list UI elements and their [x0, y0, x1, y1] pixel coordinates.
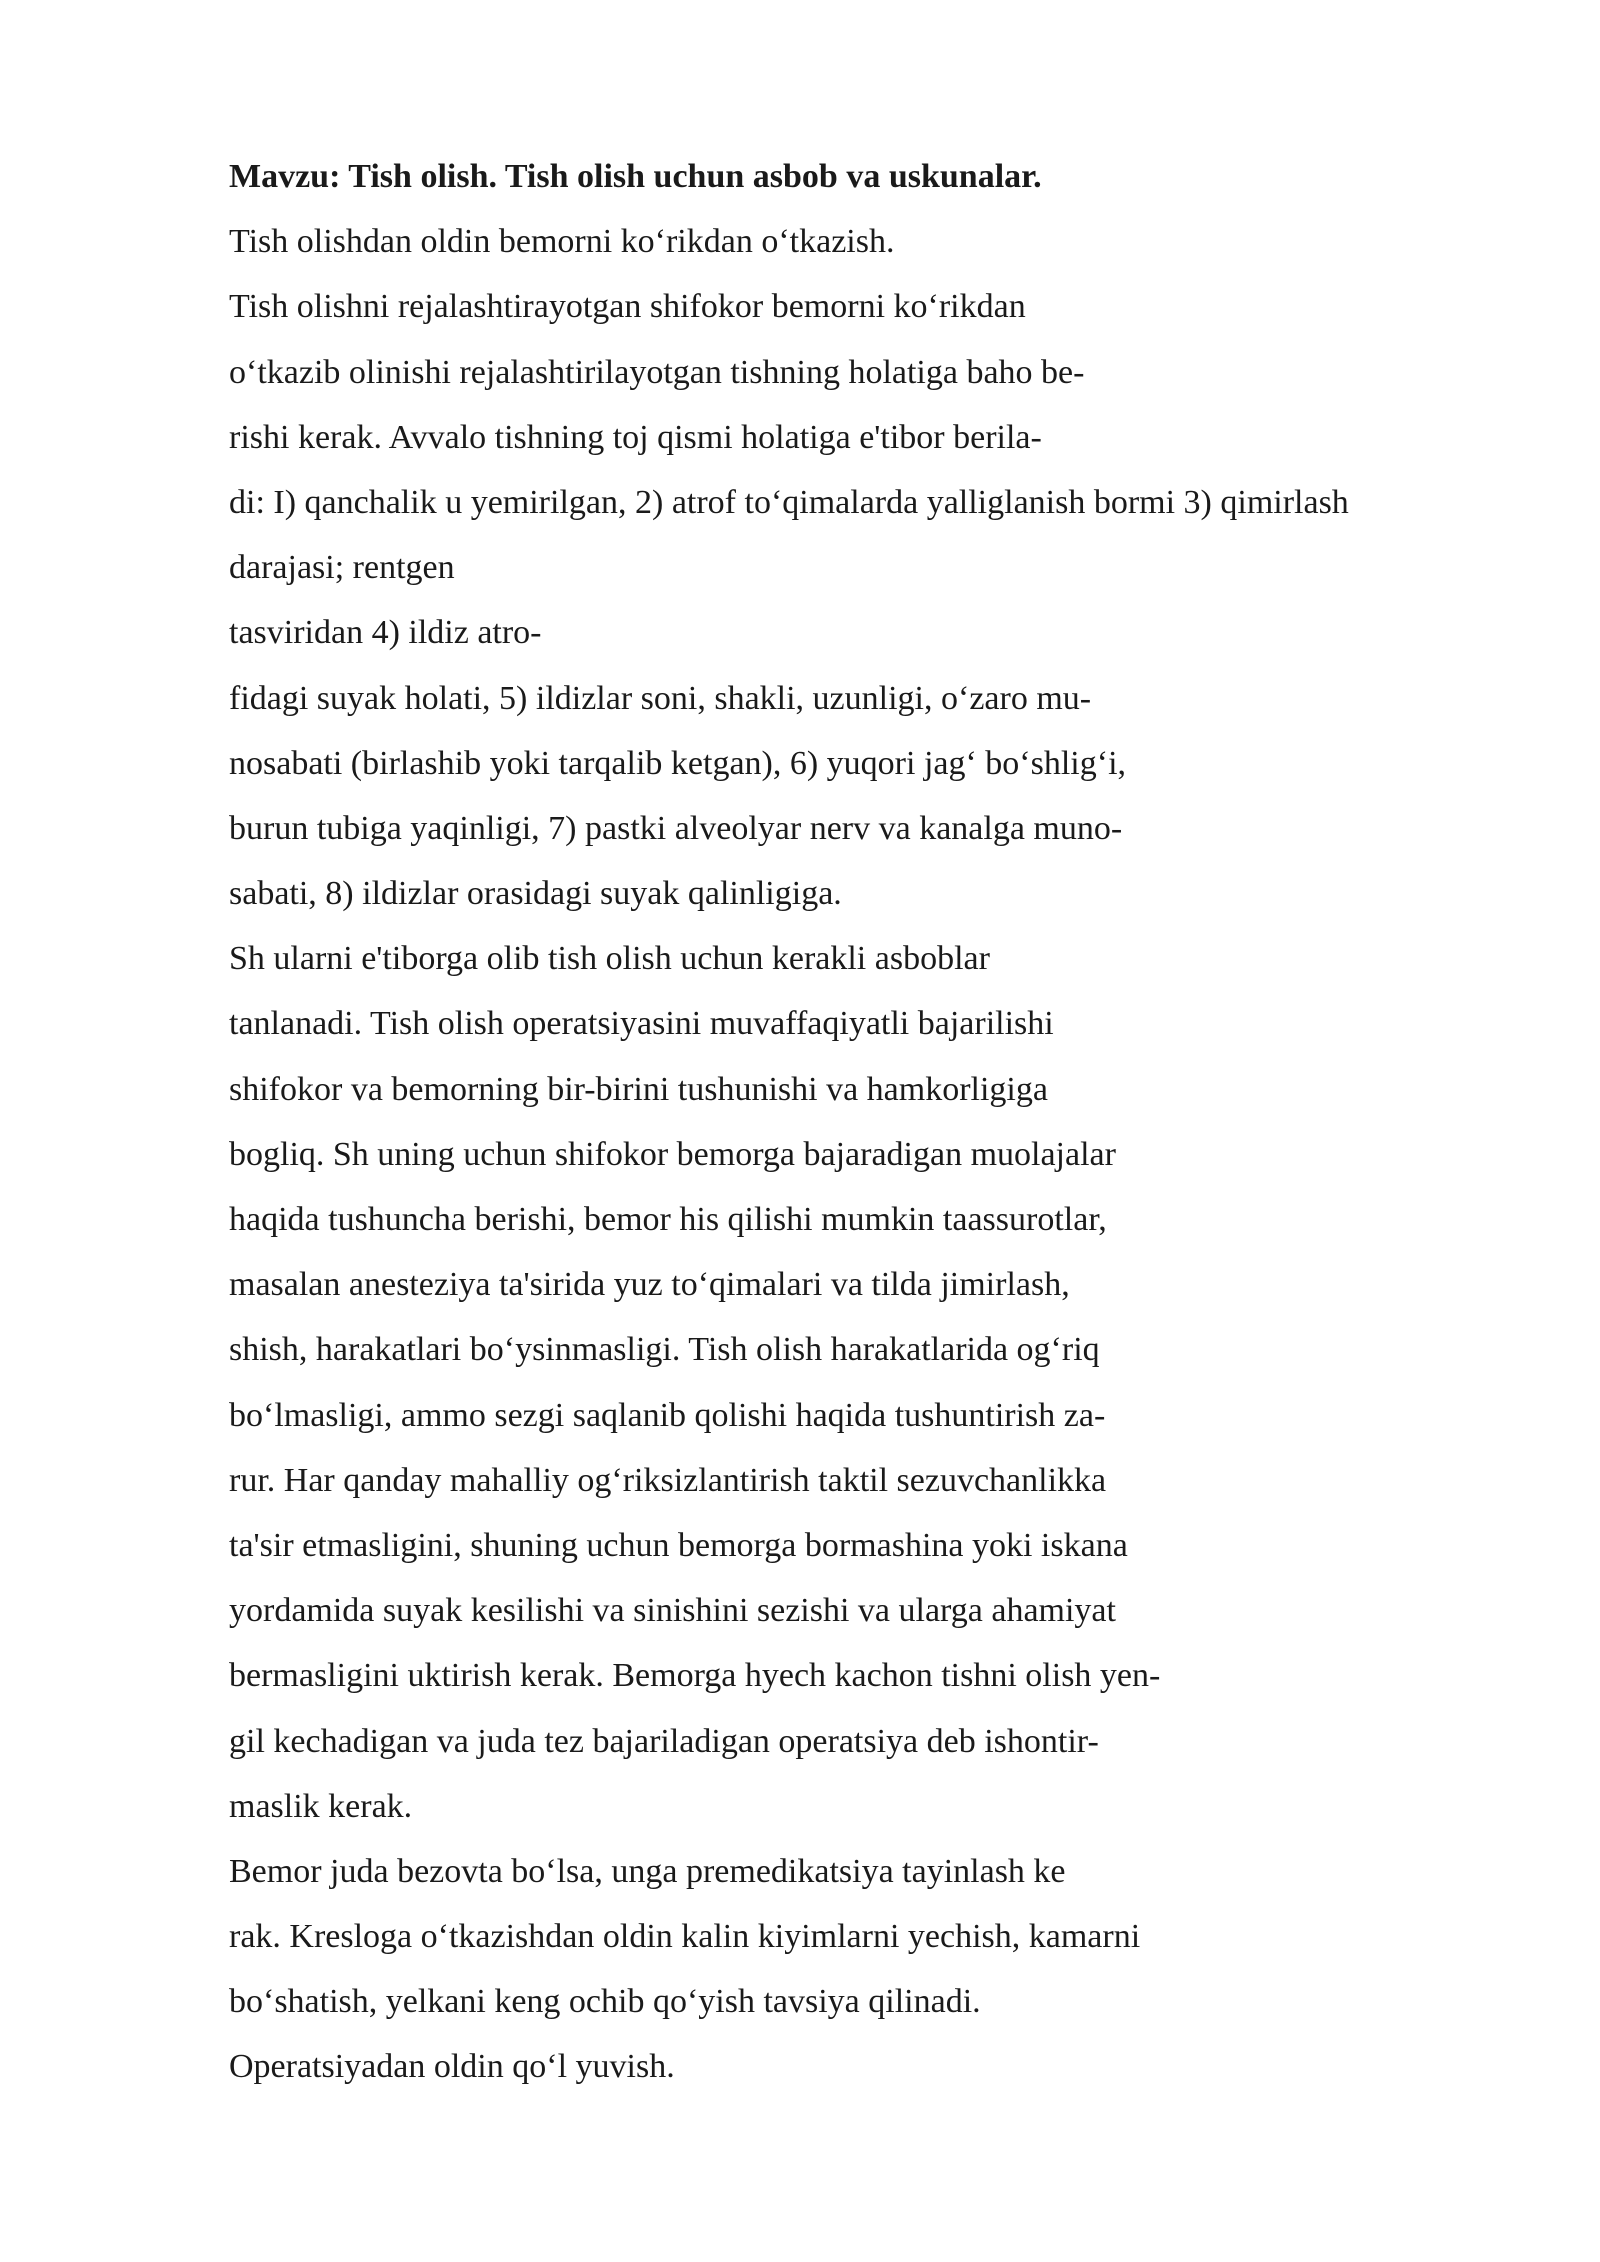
text-line: di: I) qanchalik u yemirilgan, 2) atrof to‘qimalarda yalliglanish bormi 3) qimirlash: [229, 483, 1349, 521]
text-line: rishi kerak. Avvalo tishning toj qismi holatiga e'tibor berila-: [229, 418, 1042, 456]
text-line: sabati, 8) ildizlar orasidagi suyak qalinligiga.: [229, 875, 842, 913]
text-line: Tish olishni rejalashtirayotgan shifokor bemorni ko‘rikdan: [229, 288, 1026, 326]
text-line: darajasi; rentgen: [229, 549, 455, 587]
text-line: fidagi suyak holati, 5) ildizlar soni, shakli, uzunligi, o‘zaro mu-: [229, 679, 1092, 717]
text-line: rak. Kresloga o‘tkazishdan oldin kalin kiyimlarni yechish, kamarni: [229, 1918, 1141, 1956]
text-line: shifokor va bemorning bir-birini tushunishi va hamkorligiga: [229, 1070, 1048, 1108]
text-line: tanlanadi. Tish olish operatsiyasini muvaffaqiyatli bajarilishi: [229, 1005, 1054, 1043]
text-line: Operatsiyadan oldin qo‘l yuvish.: [229, 2048, 675, 2086]
text-line: maslik kerak.: [229, 1787, 413, 1825]
document-title: Mavzu: Tish olish. Tish olish uchun asbob va uskunalar.: [229, 158, 1042, 195]
text-line: gil kechadigan va juda tez bajariladigan operatsiya deb ishontir-: [229, 1722, 1099, 1760]
text-line: bermasligini uktirish kerak. Bemorga hyech kachon tishni olish yen-: [229, 1657, 1161, 1695]
text-line: nosabati (birlashib yoki tarqalib ketgan), 6) yuqori jag‘ bo‘shlig‘i,: [229, 744, 1127, 782]
document-body: [229, 154, 1569, 2110]
text-line: yordamida suyak kesilishi va sinishini sezishi va ularga ahamiyat: [229, 1592, 1116, 1630]
text-line: o‘tkazib olinishi rejalashtirilayotgan tishning holatiga baho be-: [229, 353, 1085, 391]
text-line: bogliq. Sh uning uchun shifokor bemorga bajaradigan muolajalar: [229, 1135, 1116, 1173]
text-line: Sh ularni e'tiborga olib tish olish uchun kerakli asboblar: [229, 940, 990, 978]
text-line: shish, harakatlari bo‘ysinmasligi. Tish olish harakatlarida og‘riq: [229, 1331, 1100, 1369]
text-line: haqida tushuncha berishi, bemor his qilishi mumkin taassurotlar,: [229, 1201, 1107, 1238]
text-line: masalan anesteziya ta'sirida yuz to‘qimalari va tilda jimirlash,: [229, 1266, 1070, 1304]
text-line: rur. Har qanday mahalliy og‘riksizlantirish taktil sezuvchanlikka: [229, 1461, 1107, 1499]
text-line: Tish olishdan oldin bemorni ko‘rikdan o‘tkazish.: [229, 223, 895, 261]
text-line: ta'sir etmasligini, shuning uchun bemorga bormashina yoki iskana: [229, 1526, 1128, 1564]
text-line: bo‘lmasligi, ammo sezgi saqlanib qolishi haqida tushuntirish za-: [229, 1396, 1106, 1434]
text-line: bo‘shatish, yelkani keng ochib qo‘yish tavsiya qilinadi.: [229, 1983, 981, 2021]
text-line: tasviridan 4) ildiz atro-: [229, 614, 542, 652]
text-line: burun tubiga yaqinligi, 7) pastki alveolyar nerv va kanalga muno-: [229, 809, 1123, 847]
text-line: Bemor juda bezovta bo‘lsa, unga premedikatsiya tayinlash ke: [229, 1852, 1066, 1890]
